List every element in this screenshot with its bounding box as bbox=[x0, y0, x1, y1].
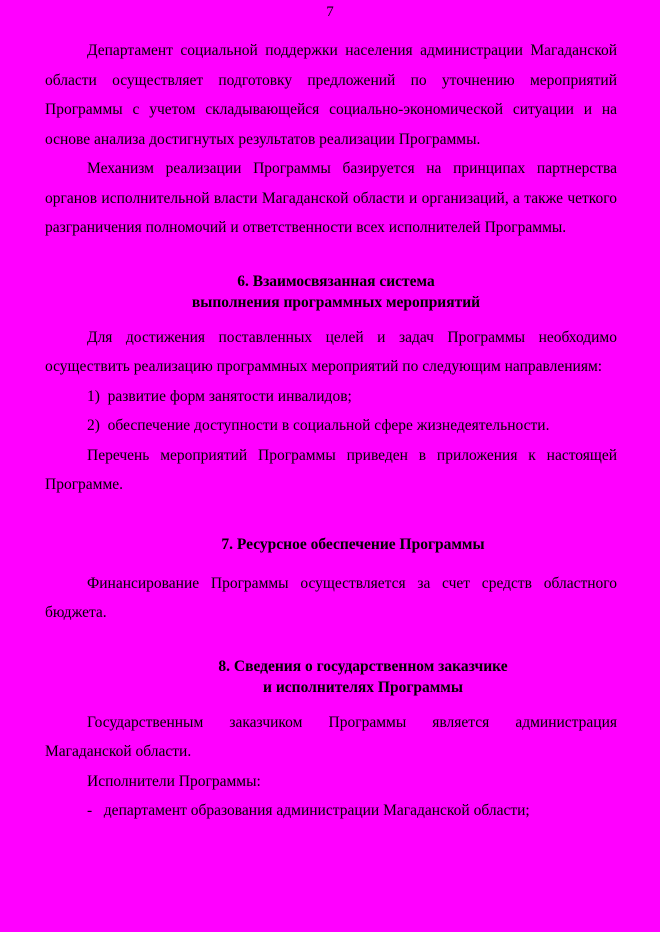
list-item bbox=[45, 411, 617, 441]
section-7-text: Финансирование Программы осуществляется за счет средств областного бюджета. bbox=[45, 574, 617, 621]
section-6-heading-line-2: выполнения программных мероприятий bbox=[191, 293, 481, 311]
section-8-customer: Государственным заказчиком Программы является администрация Магаданской области. bbox=[45, 713, 617, 760]
document-body bbox=[45, 36, 617, 826]
section-6-intro: Для достижения поставленных целей и задач Программы необходимо осуществить реализацию программных мероприятий по следующим направлениям: bbox=[45, 328, 617, 375]
list-item bbox=[45, 796, 617, 826]
section-6-closing: Перечень мероприятий Программы приведен в приложения к настоящей Программе. bbox=[45, 446, 617, 493]
list-item-text: обеспечение доступности в социальной сфере жизнедеятельности. bbox=[107, 417, 550, 434]
section-7-heading: 7. Ресурсное обеспечение Программы bbox=[221, 535, 485, 553]
section-8-heading bbox=[45, 656, 617, 698]
list-item-text: департамент образования администрации Магаданской области; bbox=[103, 802, 530, 819]
section-8-executors-label: Исполнители Программы: bbox=[87, 772, 261, 790]
list-marker: 1) bbox=[87, 387, 100, 405]
list-marker: 2) bbox=[87, 417, 100, 434]
page-number: 7 bbox=[326, 4, 334, 20]
section-7 bbox=[45, 534, 617, 628]
section-8 bbox=[45, 656, 617, 826]
list-item bbox=[45, 382, 617, 412]
paragraph-intro-1: Департамент социальной поддержки населения администрации Магаданской области осуществляет подготовку предложений по уточнению мероприятий Программы с учетом складывающейся социально-экономической ситуации и на основе анализа достигнутых результатов реализации Программы. bbox=[45, 42, 617, 148]
section-8-heading-line-2: и исполнителях Программы bbox=[263, 678, 463, 696]
section-6-heading-line-1: 6. Взаимосвязанная система bbox=[237, 272, 435, 290]
section-6 bbox=[45, 271, 617, 500]
paragraph-intro-2: Механизм реализации Программы базируется на принципах партнерства органов исполнительной власти Магаданской области и организаций, а также четкого разграничения полномочий и ответственности всех исполнителей Программы. bbox=[45, 160, 617, 236]
list-item-text: развитие форм занятости инвалидов; bbox=[107, 387, 352, 405]
section-8-heading-line-1: 8. Сведения о государственном заказчике bbox=[218, 657, 508, 675]
list-marker: - bbox=[87, 802, 93, 819]
section-6-heading bbox=[45, 271, 617, 313]
